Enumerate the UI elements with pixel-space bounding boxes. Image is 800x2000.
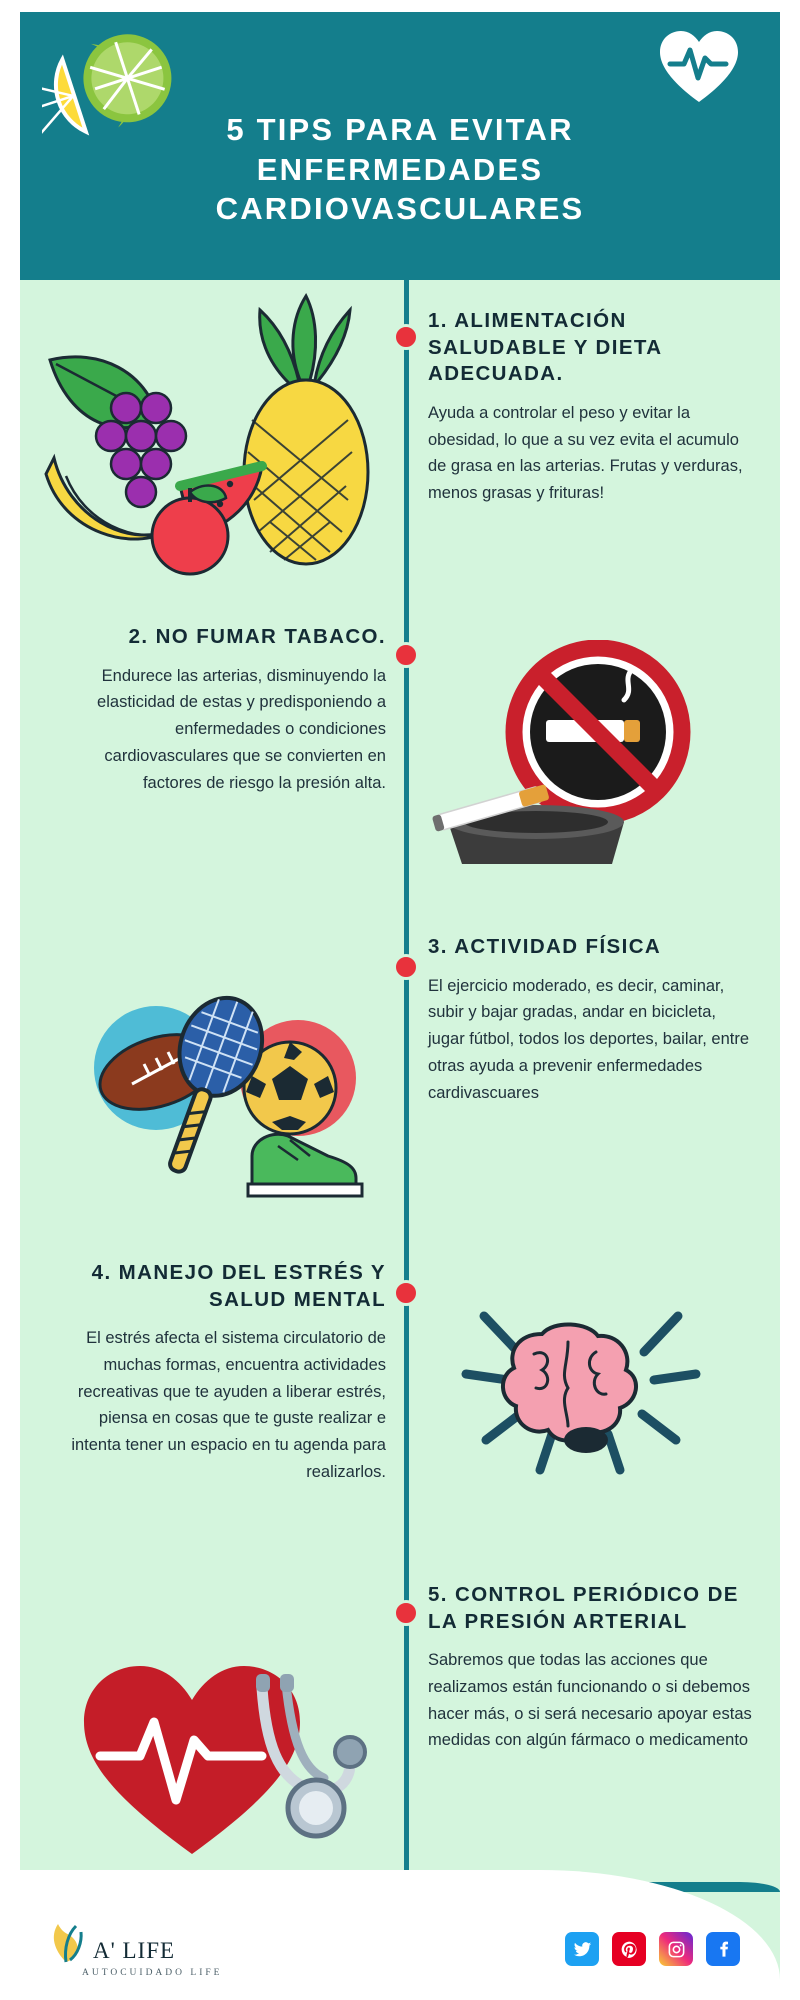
tip-4-block	[50, 1260, 386, 1486]
heart-stethoscope-icon	[66, 1648, 386, 1868]
fruits-icon	[30, 290, 380, 620]
timeline-dot-5	[393, 1600, 419, 1626]
tip-2-title: 2. NO FUMAR TABACO.	[128, 625, 386, 648]
brand-logo	[48, 1920, 175, 1964]
tip-5-block	[428, 1582, 754, 1754]
tip-1-body: Ayuda a controlar el peso y evitar la obesidad, lo que a su vez evita el acumulo de grasa en las arterias. Frutas y verduras, menos grasas y frituras!	[428, 403, 743, 503]
social-links	[565, 1932, 740, 1966]
instagram-icon[interactable]	[659, 1932, 693, 1966]
tip-2-block	[50, 624, 386, 796]
timeline-dot-3	[393, 954, 419, 980]
pinterest-icon[interactable]	[612, 1932, 646, 1966]
tip-4-body: El estrés afecta el sistema circulatorio de muchas formas, encuentra actividades recreativas que te ayuden a liberar estrés, piensa en cosas que te guste realizar e intenta tener un espacio en tu agenda para realizarlos.	[71, 1329, 386, 1481]
tip-3-block	[428, 934, 754, 1106]
brain-icon	[456, 1282, 706, 1502]
brand-tagline: AUTOCUIDADO LIFE	[82, 1968, 223, 1978]
header	[20, 12, 780, 280]
tip-3-title: 3. ACTIVIDAD FÍSICA	[428, 935, 662, 958]
footer	[20, 1870, 780, 1988]
tip-1-block	[428, 308, 754, 507]
timeline-dot-1	[393, 324, 419, 350]
facebook-icon[interactable]	[706, 1932, 740, 1966]
no-smoking-icon	[428, 640, 728, 890]
tip-5-title: 5. CONTROL PERIÓDICO DE LA PRESIÓN ARTERIAL	[428, 1583, 739, 1633]
tip-2-body: Endurece las arterias, disminuyendo la elasticidad de estas y predisponiendo a enfermedades o condiciones cardiovasculares que se convierten en factores de riesgo la presión alta.	[97, 666, 386, 792]
brand-name: A' LIFE	[93, 1938, 176, 1963]
tip-4-title: 4. MANEJO DEL ESTRÉS Y SALUD MENTAL	[91, 1261, 386, 1311]
timeline-line	[404, 280, 409, 1940]
tip-5-body: Sabremos que todas las acciones que realizamos están funcionando o si debemos hacer más, o si será necesario apoyar estas medidas con algún fármaco o medicamento	[428, 1651, 752, 1750]
leaf-logo-icon	[48, 1920, 84, 1964]
infographic-card	[20, 12, 780, 1988]
tip-3-body: El ejercicio moderado, es decir, caminar, subir y bajar gradas, andar en bicicleta, jugar fútbol, todos los deportes, bailar, entre otras ayuda a prevenir enfermedades cardivascuares	[428, 976, 750, 1102]
page-title: 5 TIPS PARA EVITAR ENFERMEDADES CARDIOVASCULARES	[215, 112, 585, 227]
heart-pulse-icon	[656, 28, 742, 108]
timeline-dot-2	[393, 642, 419, 668]
sports-icon	[66, 980, 386, 1210]
tip-1-title: 1. ALIMENTACIÓN SALUDABLE Y DIETA ADECUADA.	[428, 309, 662, 386]
twitter-icon[interactable]	[565, 1932, 599, 1966]
timeline-dot-4	[393, 1280, 419, 1306]
